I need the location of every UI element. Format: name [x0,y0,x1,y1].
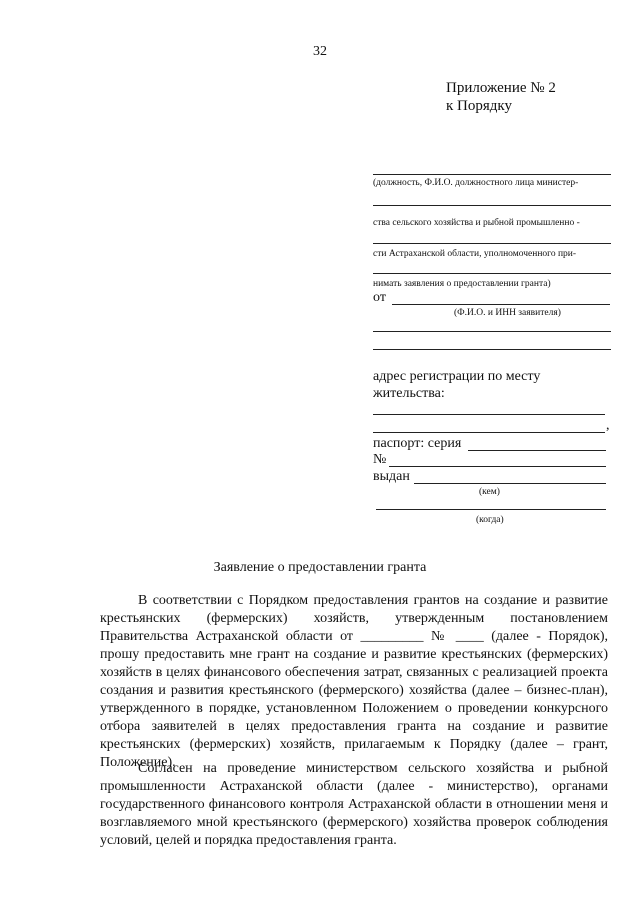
address-label-1: адрес регистрации по месту [373,369,541,384]
document-title: Заявление о предоставлении гранта [213,560,427,575]
annex-line-1: Приложение № 2 [446,80,556,96]
passport-series-line [468,450,606,451]
page-number: 32 [313,44,327,59]
address-comma: , [606,418,610,433]
issued-by-line [414,483,606,484]
passport-number-line [389,466,606,467]
body-paragraph-1: В соответствии с Порядком предоставления грантов на создание и развитие крестьянских (фермерских) хозяйств, утвержденным постановлением Правительства Астраханской области от _________ № ____ (далее - Порядок), прошу предоставить мне грант на создание и развитие крестьянских (фермерских) хозяйств в целях финансового обеспечения затрат, связанных с реализацией проекта создания и развития крестьянского (фермерского) хозяйства (далее – бизнес-план), утвержденного в порядке, установленном Положением о проведении конкурсного отбора заявителей в целях предоставления гранта на создание и развитие крестьянских (фермерских) хозяйств, прилагаемым к Порядку (далее – грант, Положение). [100,593,608,770]
address-label-2: жительства: [373,386,445,401]
official-caption-3: сти Астраханской области, уполномоченного при- [373,249,577,259]
annex-heading [446,79,556,115]
annex-line-2: к Порядку [446,98,512,114]
issued-by-caption: (кем) [479,487,500,497]
body-paragraph-2: Согласен на проведение министерством сельского хозяйства и рыбной промышленности Астраханской области (далее - министерство), органами государственного финансового контроля Астраханской области в отношении меня и возглавляемого мной крестьянского (фермерского) хозяйства проверок соблюдения условий, целей и порядка предоставления гранта. [100,761,608,848]
issued-date-caption: (когда) [476,515,504,525]
address-line-1 [373,414,605,415]
applicant-caption: (Ф.И.О. и ИНН заявителя) [454,308,561,318]
address-line-2 [373,432,605,433]
passport-label: паспорт: серия [373,436,462,451]
applicant-line-3 [373,349,611,350]
official-line-3 [373,243,611,244]
official-caption-2: ства сельского хозяйства и рыбной промышленно - [373,218,580,228]
official-line-1 [373,174,611,175]
official-line-2 [373,205,611,206]
issued-date-line [376,509,606,510]
passport-number-label: № [373,452,387,467]
issued-label: выдан [373,469,410,484]
official-line-4 [373,273,611,274]
from-field-line [392,304,610,305]
applicant-line-2 [373,331,611,332]
official-caption-1: (должность, Ф.И.О. должностного лица министер- [373,178,579,188]
from-label: от [373,290,386,305]
official-caption-4: нимать заявления о предоставлении гранта) [373,279,551,289]
